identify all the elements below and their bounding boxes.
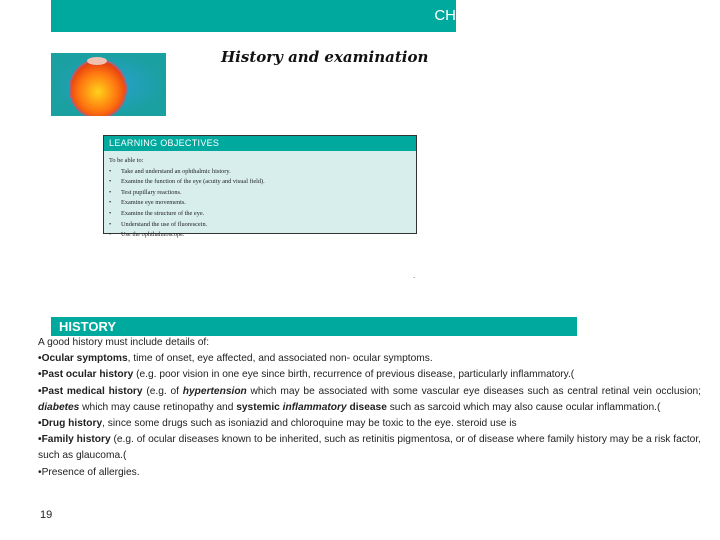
history-item: •Ocular symptoms, time of onset, eye affected, and associated non- ocular symptoms. xyxy=(38,353,433,365)
objective-item: • Use the ophthalmoscope. xyxy=(109,230,416,241)
history-section-bar xyxy=(51,317,577,336)
history-body xyxy=(38,335,701,481)
history-item: •Family history (e.g. of ocular diseases known to be inherited, such as retinitis pigmentosa, or of disease where family history may be a risk factor, such as glaucoma.( xyxy=(38,434,701,462)
objectives-heading: LEARNING OBJECTIVES xyxy=(104,136,416,151)
stray-dot: . xyxy=(413,271,416,280)
objective-item: • Examine the structure of the eye. xyxy=(109,209,416,220)
history-item: •Past medical history (e.g. of hypertension which may be associated with some vascular eye diseases such as central retinal vein occlusion; diabetes which may cause retinopathy and systemic inflammatory disease such as sarcoid which may also cause ocular inflammation.( xyxy=(38,385,702,413)
objective-item: • Examine the function of the eye (acuity and visual field). xyxy=(109,177,416,188)
learning-objectives-box xyxy=(103,135,417,239)
objective-item: • Take and understand an ophthalmic history. xyxy=(109,167,416,178)
page-title: History and examination xyxy=(221,48,429,66)
history-heading: HISTORY xyxy=(59,319,117,334)
history-intro: A good history must include details of: xyxy=(38,337,210,348)
chapter-header-bar xyxy=(51,0,456,32)
objective-item: • Test pupillary reactions. xyxy=(109,188,416,199)
history-item: •Drug history, since some drugs such as isoniazid and chloroquine may be toxic to the eye. steroid use is xyxy=(38,418,517,430)
history-item: •Presence of allergies. xyxy=(38,466,140,478)
chapter-label: CH xyxy=(434,7,456,24)
objectives-intro: To be able to: xyxy=(109,157,144,164)
page-number: 19 xyxy=(40,509,53,521)
objective-item: • Examine eye movements. xyxy=(109,198,416,209)
objective-item: • Understand the use of fluorescein. xyxy=(109,220,416,231)
eye-illustration xyxy=(51,53,166,116)
history-item: •Past ocular history (e.g. poor vision in one eye since birth, recurrence of previous disease, particularly inflammatory.( xyxy=(38,369,575,381)
